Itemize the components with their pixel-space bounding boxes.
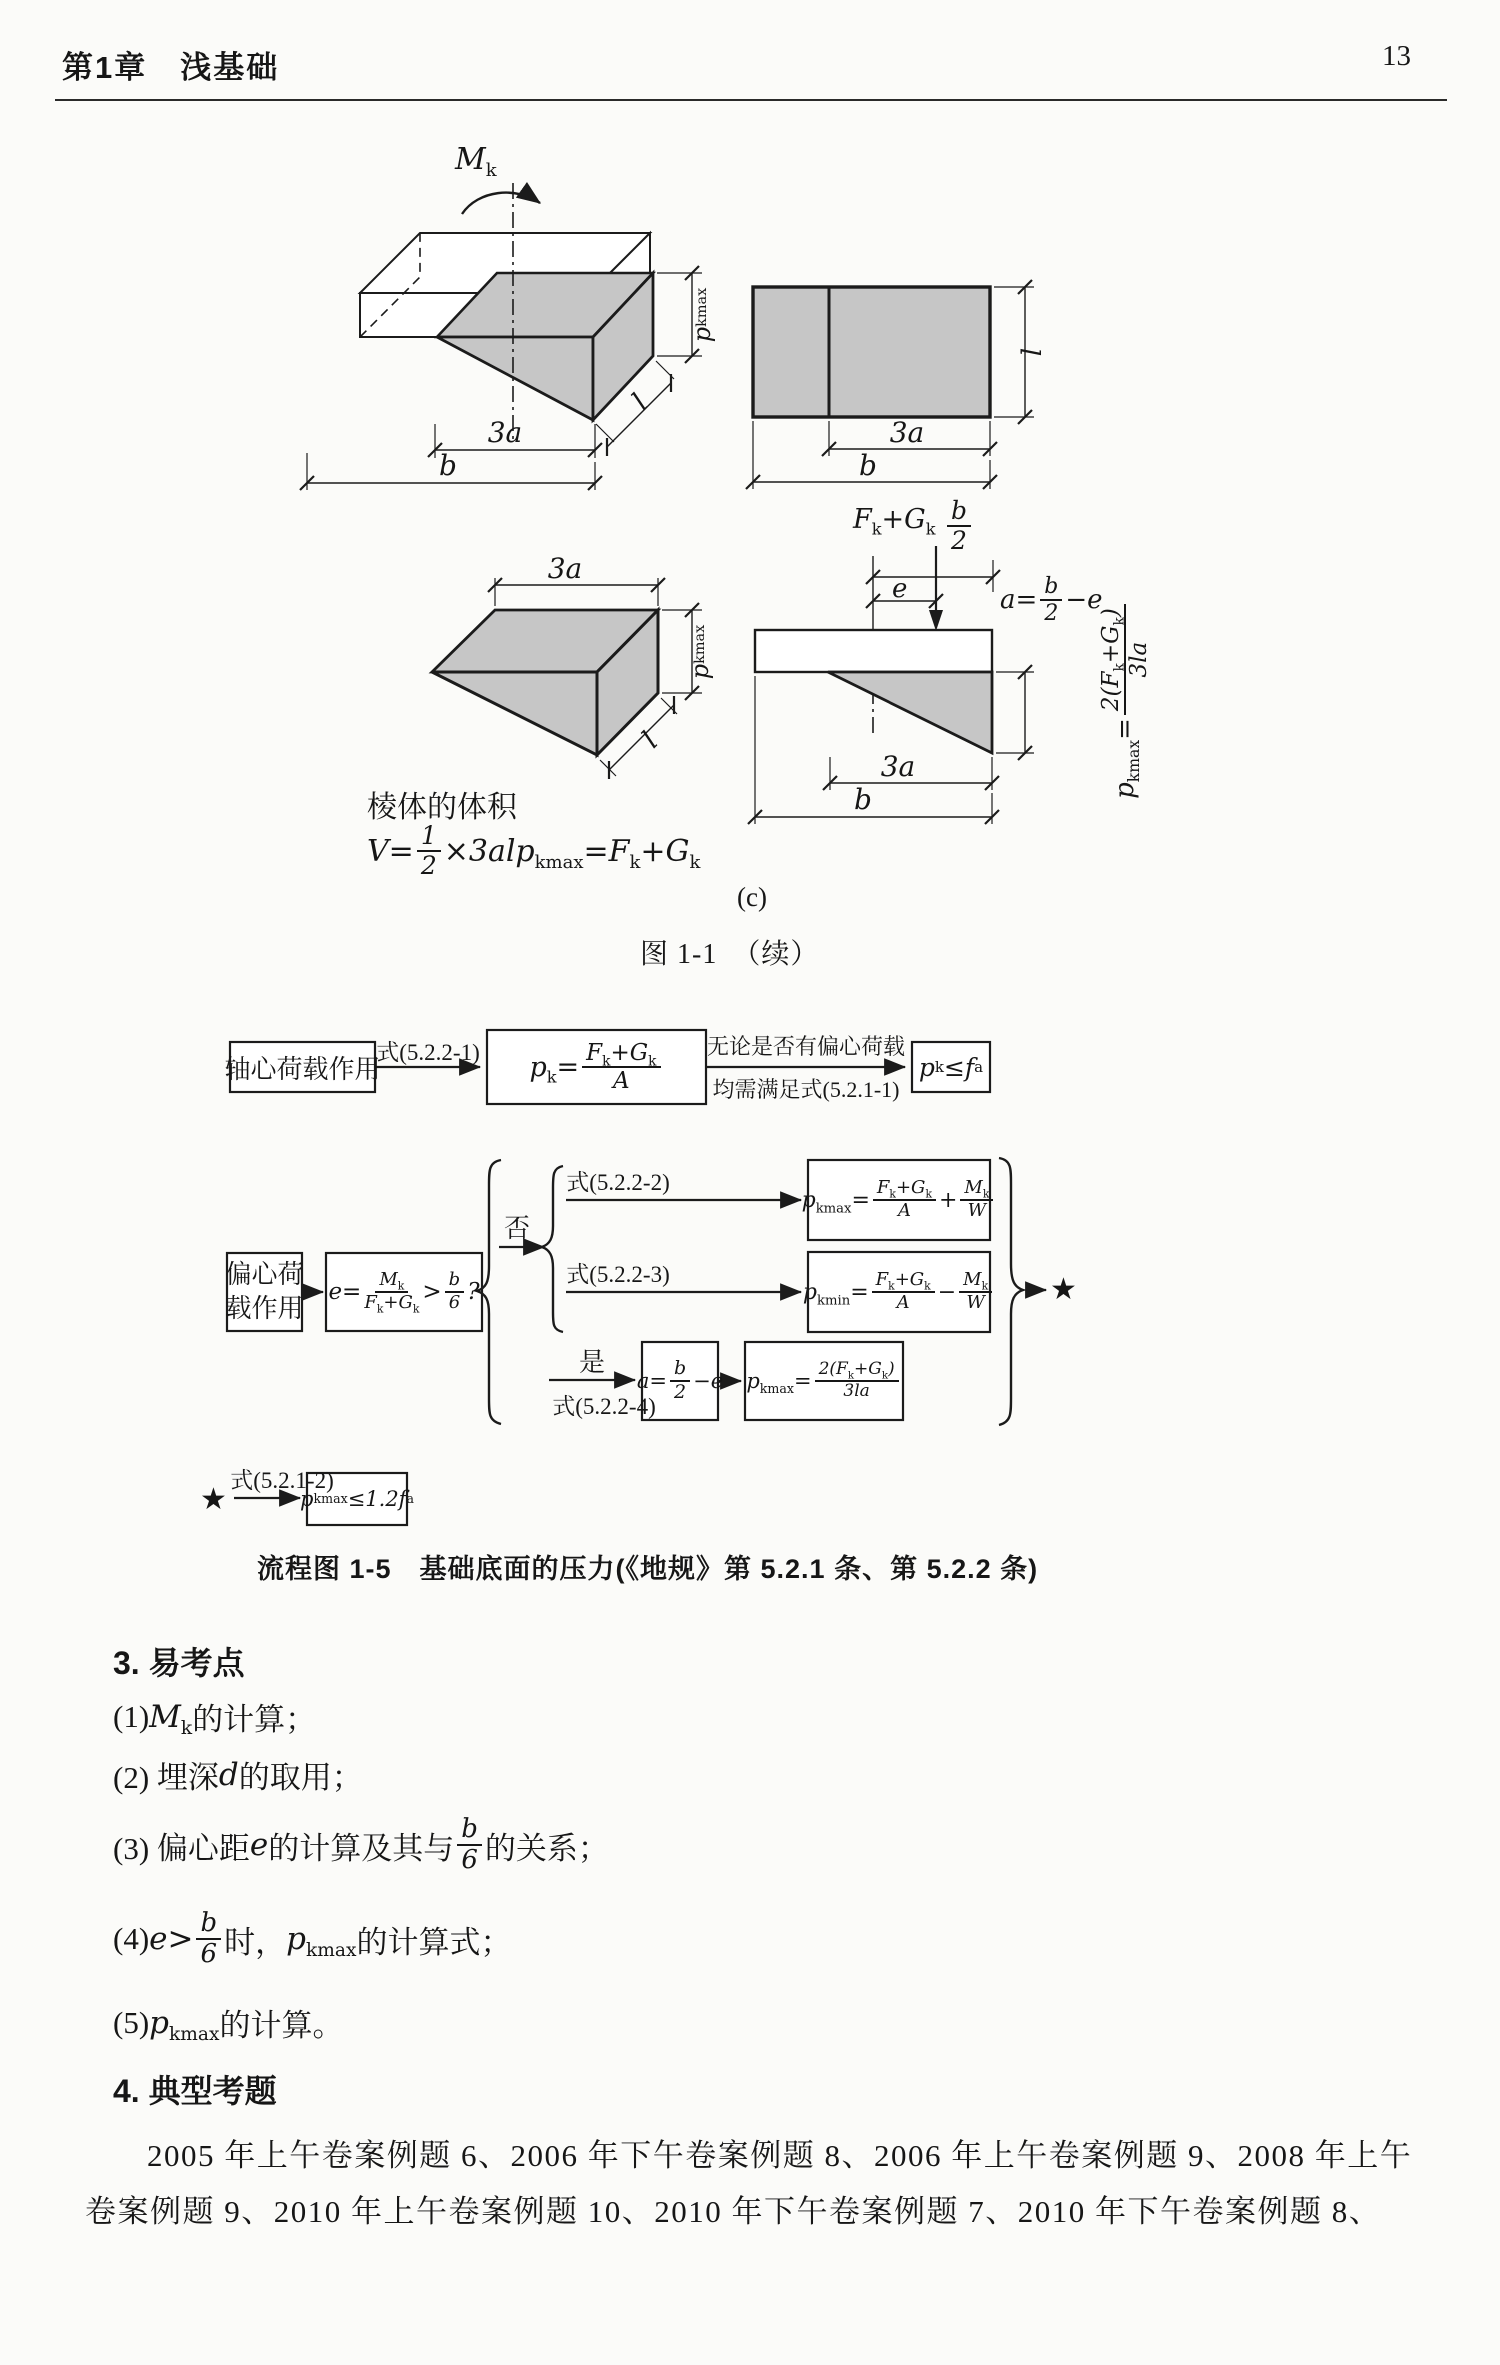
list-item-4: (4) e> $\frac{b}{6}$ 时， $p_{kmax}$ 的计算式；	[113, 1907, 512, 1969]
flowchart-box-pkmax-formula: $p_{kmax}=$ $\frac{F_k+G_k}{A}$ + $\frac{M_k}{W}$	[808, 1160, 990, 1240]
fraction-half: $\frac{1}{2}$	[417, 823, 441, 880]
figure-caption: 图 1-1 （续）	[640, 939, 820, 970]
flowchart-note-top: 无论是否有偏心荷载	[706, 1034, 905, 1059]
dim-label-l-a: l	[625, 387, 655, 417]
page-number: 13	[1382, 40, 1411, 72]
flowchart-box-pk-check: p k ≤f a	[918, 1052, 984, 1082]
star-marker: ★	[1050, 1273, 1077, 1306]
list-item-2: (2) 埋深 d 的取用；	[113, 1756, 363, 1795]
footing-section	[755, 630, 992, 672]
dim-label-b-a: b	[439, 449, 457, 482]
dim-label-3a-c: 3a	[547, 552, 583, 585]
flowchart-box-pk-formula: $p_k=$ $\frac{F_k+G_k}{A}$	[487, 1030, 706, 1104]
b-over-2-dim-label: $\frac{b}{2}$	[944, 498, 974, 555]
dim-label-e: e	[892, 574, 908, 604]
chapter-header: 第1章 浅基础	[62, 50, 280, 85]
load-arrowhead	[929, 610, 943, 631]
flowchart-label-eq5223: 式(5.2.2-3)	[566, 1262, 670, 1287]
flowchart-box-e-check: e= $\frac{M_k}{F_k+G_k}$ > $\frac{b}{6}$ ?	[328, 1269, 480, 1316]
wedge-volume-formula	[367, 818, 700, 884]
list-item-3: (3) 偏心距 e 的计算及其与 $\frac{b}{6}$ 的关系；	[113, 1813, 609, 1875]
flowchart-box-eccentric-load: 偏心荷 载作用	[225, 1260, 304, 1323]
dim-label-3a-b: 3a	[889, 416, 925, 449]
dim-label-l-b: l	[1016, 347, 1048, 357]
flowchart-box-pkmax2-formula: $p_{kmax}=$ $\frac{2(F_k+G_k)}{3la}$	[745, 1342, 903, 1420]
flowchart-label-eq5221: 式(5.2.2-1)	[376, 1040, 480, 1065]
section-3-title: 3. 易考点	[113, 1645, 245, 1681]
pressure-triangle	[828, 672, 992, 753]
moment-arrow	[462, 193, 540, 214]
a-equation: a= $\frac{b}{2}$ −e	[1000, 573, 1103, 626]
flowchart-label-eq5212: 式(5.2.1-2)	[230, 1468, 334, 1493]
dim-label-3a-a: 3a	[487, 416, 523, 449]
paragraph-line-1: 2005 年上午卷案例题 6、2006 年下午卷案例题 8、2006 年上午卷案例题 9、2008 年上午	[147, 2138, 1413, 2173]
flowchart-box-final-check: p kmax ≤1.2f a	[300, 1487, 414, 1511]
subfigure-label: (c)	[737, 882, 767, 912]
flowchart-caption: 流程图 1-5 基础底面的压力(《地规》第 5.2.1 条、第 5.2.2 条)	[257, 1554, 1039, 1584]
flowchart-label-eq5224: 式(5.2.2-4)	[552, 1394, 656, 1419]
plan-rect	[753, 287, 990, 417]
load-label: $F_k+G_k$	[853, 504, 936, 539]
dim-label-pkmax-a: p kmax	[688, 287, 716, 343]
flowchart-label-eq5222: 式(5.2.2-2)	[566, 1170, 670, 1195]
list-item-1: (1) $M_k$ 的计算；	[113, 1698, 317, 1739]
pkmax-equation-rotated: $p_{kmax}=$ $2(F_k+G_k)$ 3la	[1089, 570, 1161, 830]
flowchart-box-pkmin-formula: $p_{kmin}=$ $\frac{F_k+G_k}{A}$ − $\frac{M_k}{W}$	[808, 1252, 990, 1332]
pressure-wedge-front	[437, 337, 593, 420]
flowchart-box-axial-load: 轴心荷载作用	[224, 1054, 381, 1084]
moment-label: $M_k$	[455, 142, 497, 181]
dim-label-3a-d: 3a	[880, 750, 916, 783]
dim-label-b-d: b	[854, 783, 872, 816]
flowchart-note-bottom: 均需满足式(5.2.1-1)	[712, 1077, 900, 1102]
dim-label-b-b: b	[859, 449, 877, 482]
paragraph-line-2: 卷案例题 9、2010 年上午卷案例题 10、2010 年下午卷案例题 7、2010 年下午卷案例题 8、	[85, 2194, 1382, 2229]
right-brace	[999, 1158, 1023, 1425]
flowchart-branch-yes: 是	[578, 1348, 605, 1377]
flowchart-branch-no: 否	[503, 1214, 530, 1243]
dim-label-pkmax-c: p kmax	[686, 624, 714, 680]
formula-lhs: V=	[367, 833, 414, 869]
formula-rhs: $\times 3alp_{kmax}=F_k+G_k$	[443, 833, 701, 873]
dim-label-l-c: l	[635, 725, 665, 755]
star-marker-2: ★	[200, 1483, 227, 1516]
wedge-volume-title: 棱体的体积	[367, 791, 517, 824]
flowchart-box-a-formula: a= $\frac{b}{2}$ −e	[636, 1357, 724, 1403]
section-4-title: 4. 典型考题	[113, 2073, 277, 2109]
list-item-5: (5) $p_{kmax}$ 的计算。	[113, 2004, 344, 2045]
